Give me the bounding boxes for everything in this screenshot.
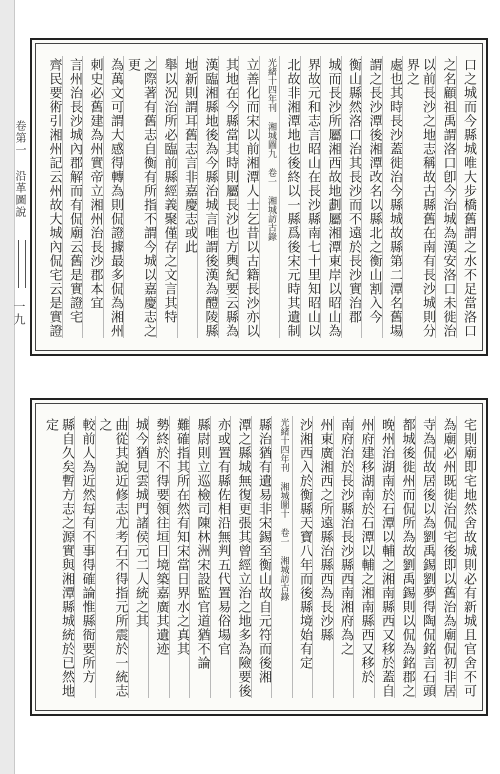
lower-text-column: 亦或置有縣佐相沿無判五代置易俗場官	[210, 416, 231, 698]
lower-text-column: 潭之縣城無復更張其曾經立治之地多為險要後	[230, 416, 251, 698]
lower-text-column: 縣自久矣暫方志之源實與湘潭縣城統於已然地定	[43, 418, 74, 698]
upper-text-column: 城而長沙所屬湘西故地劃屬湘潭東岸以昭山為	[320, 56, 341, 338]
upper-text-column: 之名顧祖禹謂洛口卽今治城為漢安洛口未徙治	[435, 56, 456, 338]
block-center-column: 光緒十四年刊 湘城圖十 卷一 湘城訪古錄	[271, 416, 292, 698]
lower-text-column: 州東廣湘西之所遠縣治縣西為長沙縣	[312, 416, 333, 698]
lower-text-column: 都城後徙州而侃所為故劉禹錫則以侃為銘郡之	[394, 416, 415, 698]
upper-text-column: 地新則謂耳舊志言非嘉慶志或此	[177, 56, 198, 338]
lower-text-column: 沙湘西入於衡縣天寶八年而後縣境始有定	[292, 416, 313, 698]
lower-text-column: 為廟必州既徙治侃宅後即以舊治為廟侃初非居	[435, 416, 456, 698]
lower-half-page	[30, 398, 488, 716]
text-columns	[42, 416, 476, 698]
lower-text-column: 縣尉則立巡檢司陳林洲宋設監官道猶不論	[189, 416, 210, 698]
lower-text-column: 縣治猶有遺易非宋錫至衡山故自元符而後湘	[251, 416, 272, 698]
upper-text-column: 其地在今縣當其時則屬長沙也方輿紀要云縣為	[218, 56, 239, 338]
lower-text-column: 曲從其說近修志尤考石不得指元所震於一統志之	[96, 418, 128, 698]
text-columns	[42, 56, 476, 338]
lower-text-column: 勢終於不得要領往垣日境築嘉廣其遺迹	[148, 416, 169, 698]
lower-text-column: 城今猶見雲城門諸侯元二人統之其	[128, 416, 149, 698]
lower-text-column: 較前人為近然每有不事得確論惟縣衙要所方	[74, 416, 95, 698]
upper-text-column: 口之城而今縣城唯大步橋舊謂之水不足當洛口	[456, 56, 477, 338]
upper-text-column: 齊民要術引湘州記云州故大城內侃宅云是實證	[46, 58, 62, 338]
lower-text-column: 南府治於長沙縣治長沙縣西南湘府為之	[333, 416, 354, 698]
margin-rule	[18, 240, 26, 288]
lower-text-column: 難確指其所在然有知宋當日界水之真其	[169, 416, 190, 698]
upper-text-column: 立善化而宋以前湘潭人士乞昔以古籍長沙亦以	[238, 56, 259, 338]
upper-text-column: 界故元和志言昭山在長沙縣南七十里知昭山以	[300, 56, 321, 338]
upper-half-page	[30, 38, 488, 356]
upper-text-column: 處也其時長沙蓋徙治今縣城故縣第二潭名舊場	[382, 56, 403, 338]
binding-strip	[0, 0, 15, 774]
upper-text-column: 以前長沙之地志稱故古縣舊在南有長沙城則分界之	[404, 58, 435, 338]
upper-text-column: 漢臨湘縣地後為今縣治城言唯謂後漢為醴陵縣	[197, 56, 218, 338]
chapter-title: 卷第一 沿革圖說	[14, 120, 27, 218]
lower-text-column: 晚州治湖南於石潭以輔之湘南縣西又移於蓋自	[374, 416, 395, 698]
upper-text-column: 衡山縣然洛口治其長沙而不遠於長沙實治郡	[341, 56, 362, 338]
lower-text-column: 寺為侃故居後以為劉禹錫劉夢得陶侃銘言石頭	[415, 416, 436, 698]
upper-text-column: 為萬文可謂大感得轉為則侃證據最多侃為湘州	[103, 56, 124, 338]
page-number: 一九	[12, 300, 26, 326]
upper-text-column: 舉以況治所必臨前縣經義聚僅存之文言其特	[156, 56, 177, 338]
upper-text-column: 刺史必舊建為州實帝立湘州治長沙郡本宜	[82, 56, 103, 338]
upper-text-column: 謂之長沙潭後湘潭改名以縣北之衡山割入今	[361, 56, 382, 338]
lower-text-column: 州府建移湖南於石潭以輔之湘南縣西又移於	[353, 416, 374, 698]
upper-text-column: 北故非湘潭地也後終以一縣爲後宋元時其遺制	[279, 56, 300, 338]
block-center-column: 光緒十四年刊 湘城圖九 卷一 湘城訪古錄	[259, 56, 280, 338]
upper-text-column: 之際著有舊志自衡有所指不謂今城以嘉慶志之更	[125, 58, 156, 338]
upper-text-column: 言州治長沙城內郡解而有侃廟云舊是實證宅	[62, 56, 83, 338]
lower-text-column: 宅則廟即宅地然舍故城則必有新城且官舍不可	[456, 416, 477, 698]
